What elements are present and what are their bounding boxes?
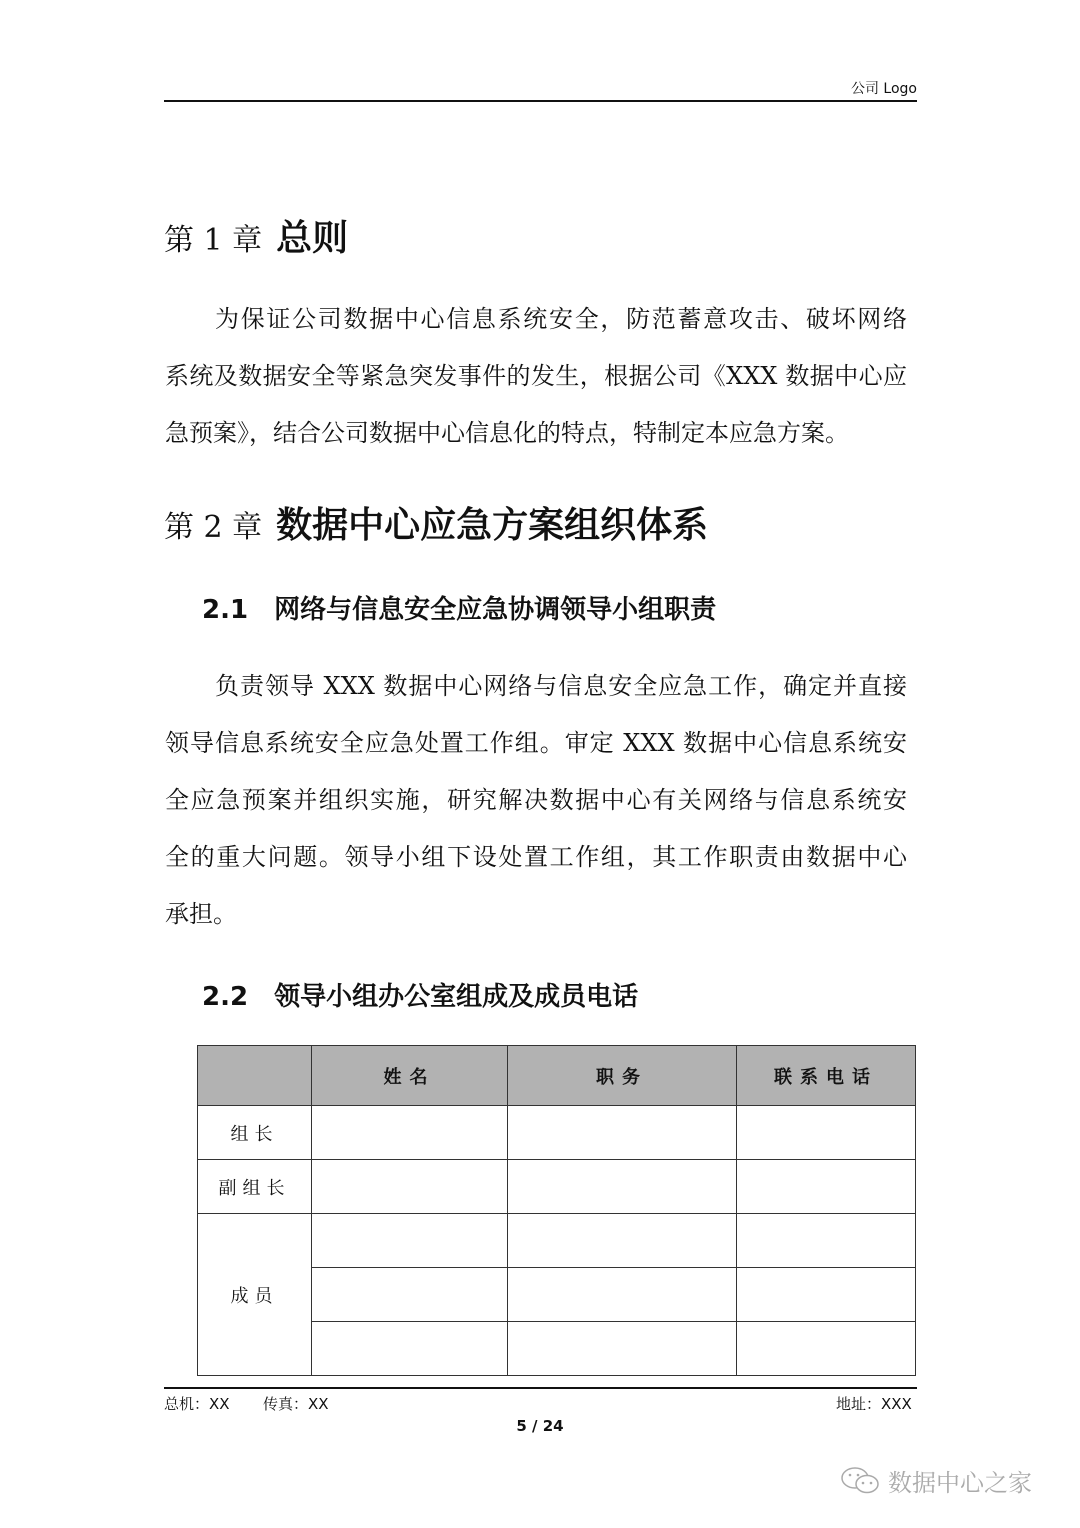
table-header-row — [198, 1046, 916, 1106]
table-header: 姓名 — [312, 1046, 508, 1106]
chapter-1-paragraph — [165, 291, 907, 462]
table-cell — [737, 1214, 916, 1268]
header-logo-text: 公司 Logo — [850, 81, 917, 97]
table-header: 联系电话 — [737, 1046, 916, 1106]
table-cell — [312, 1106, 508, 1160]
watermark — [840, 1463, 1032, 1498]
section-2-2-heading — [202, 976, 638, 1013]
table-cell — [737, 1106, 916, 1160]
table-cell — [312, 1268, 508, 1322]
paragraph-line: 承担。 — [165, 900, 237, 928]
contact-table — [197, 1045, 916, 1376]
row-label: 副组长 — [198, 1160, 312, 1214]
chapter-1-heading — [164, 210, 348, 261]
table-row — [198, 1214, 916, 1268]
row-label: 组长 — [198, 1106, 312, 1160]
paragraph-line: 为保证公司数据中心信息系统安全，防范蓄意攻击、破坏网络 — [215, 305, 907, 333]
chapter-number: 第 1 章 — [164, 223, 263, 258]
chapter-title: 数据中心应急方案组织体系 — [276, 505, 709, 546]
paragraph-line: 全应急预案并组织实施，研究解决数据中心有关网络与信息系统安 — [165, 786, 907, 814]
table-cell — [508, 1214, 737, 1268]
table-header: 职务 — [508, 1046, 737, 1106]
table-cell — [508, 1322, 737, 1376]
table-cell — [312, 1322, 508, 1376]
table-row — [198, 1160, 916, 1214]
table-cell — [508, 1160, 737, 1214]
section-number: 2.2 — [202, 982, 249, 1012]
row-label: 成员 — [198, 1214, 312, 1376]
chapter-number: 第 2 章 — [164, 510, 263, 545]
paragraph-line: 系统及数据安全等紧急突发事件的发生，根据公司《XXX 数据中心应 — [165, 362, 907, 390]
section-title: 网络与信息安全应急协调领导小组职责 — [274, 595, 717, 625]
header-rule — [164, 100, 917, 102]
section-2-1-paragraph — [165, 658, 907, 943]
paragraph-line: 全的重大问题。领导小组下设处置工作组，其工作职责由数据中心 — [165, 843, 907, 871]
paragraph-line: 负责领导 XXX 数据中心网络与信息安全应急工作，确定并直接 — [215, 672, 907, 700]
table-header — [198, 1046, 312, 1106]
paragraph-line: 急预案》，结合公司数据中心信息化的特点，特制定本应急方案。 — [165, 419, 849, 447]
footer-address: 地址：XXX — [836, 1395, 912, 1413]
chapter-title: 总则 — [276, 218, 349, 259]
section-number: 2.1 — [202, 595, 249, 625]
footer-rule — [164, 1387, 917, 1389]
table-cell — [508, 1106, 737, 1160]
table-row — [198, 1106, 916, 1160]
footer-fax: 传真：XX — [263, 1395, 329, 1413]
table-cell — [312, 1214, 508, 1268]
chapter-2-heading — [164, 497, 708, 548]
page-number: 5 / 24 — [516, 1417, 564, 1435]
paragraph-line: 领导信息系统安全应急处置工作组。审定 XXX 数据中心信息系统安 — [165, 729, 907, 757]
watermark-text: 数据中心之家 — [888, 1469, 1032, 1497]
section-2-1-heading — [202, 589, 716, 626]
table-cell — [312, 1160, 508, 1214]
table-cell — [737, 1322, 916, 1376]
footer-phone: 总机：XX — [164, 1395, 230, 1413]
section-title: 领导小组办公室组成及成员电话 — [274, 982, 639, 1012]
wechat-icon — [840, 1465, 882, 1497]
table-cell — [737, 1268, 916, 1322]
table-cell — [737, 1160, 916, 1214]
table-cell — [508, 1268, 737, 1322]
